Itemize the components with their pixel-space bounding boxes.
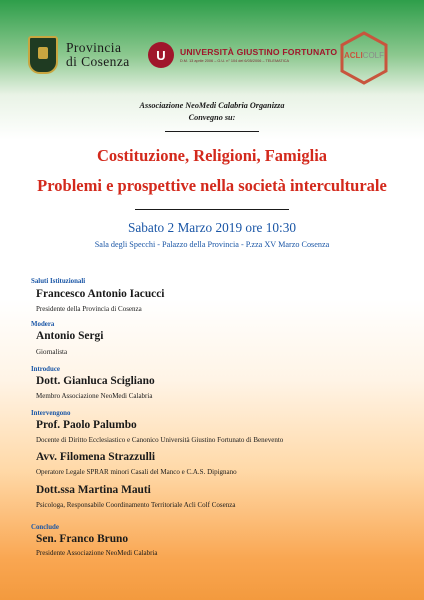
speaker-name: Avv. Filomena Strazzulli [36, 451, 156, 463]
divider [135, 209, 289, 210]
acli-suffix: COLF [362, 51, 385, 60]
speaker-role: Operatore Legale SPRAR minori Casali del Manco e C.A.S. Dipignano [36, 468, 237, 476]
speaker-role: Docente di Diritto Ecclesiastico e Canonico Università Giustino Fortunato di Benevento [36, 436, 284, 444]
section-introduce: Introduce [31, 366, 60, 373]
section-modera: Modera [31, 321, 55, 328]
intro-line1: Associazione NeoMedi Calabria Organizza [139, 101, 285, 110]
university-logo [148, 42, 337, 68]
provincia-logo [28, 36, 130, 74]
provincia-line2: di Cosenza [66, 54, 130, 69]
section-conclude: Conclude [31, 524, 59, 531]
speaker-name: Dott. Gianluca Scigliano [36, 375, 155, 387]
speaker-role: Psicologa, Responsabile Coordinamento Territoriale Acli Colf Cosenza [36, 501, 236, 509]
speaker-name: Prof. Paolo Palumbo [36, 419, 137, 431]
university-subtitle: D.M. 13 aprile 2006 – G.U. n° 104 del 6/05/2006 – TELEMATICA [180, 59, 290, 63]
speaker-name: Francesco Antonio Iacucci [36, 288, 165, 300]
speaker-name: Dott.ssa Martina Mauti [36, 484, 151, 496]
acli-colf-logo [338, 30, 390, 86]
speaker-role: Giornalista [36, 348, 68, 356]
coat-of-arms-icon [28, 36, 58, 74]
university-name: UNIVERSITÀ GIUSTINO FORTUNATO [180, 47, 338, 57]
speaker-role: Membro Associazione NeoMedi Calabria [36, 392, 153, 400]
divider [165, 131, 259, 132]
university-seal-icon: U [148, 42, 174, 68]
title-line2: Problemi e prospettive nella società interculturale [37, 176, 387, 195]
logo-bar [0, 30, 424, 90]
provincia-line1: Provincia [66, 40, 122, 55]
speaker-role: Presidente Associazione NeoMedi Calabria [36, 549, 158, 557]
section-saluti: Saluti Istituzionali [31, 278, 86, 285]
event-datetime: Sabato 2 Marzo 2019 ore 10:30 [127, 220, 297, 235]
event-venue: Sala degli Specchi - Palazzo della Provincia - P.zza XV Marzo Cosenza [94, 240, 330, 249]
speaker-role: Presidente della Provincia di Cosenza [36, 305, 142, 313]
speaker-name: Antonio Sergi [36, 330, 104, 342]
title-line1: Costituzione, Religioni, Famiglia [96, 146, 328, 165]
acli-name: ACLI [344, 51, 363, 60]
speaker-name: Sen. Franco Bruno [36, 533, 129, 545]
intro [0, 100, 424, 123]
intro-line2: Convegno su: [188, 112, 236, 122]
section-intervengono: Intervengono [31, 410, 71, 417]
provincia-name [66, 41, 130, 69]
